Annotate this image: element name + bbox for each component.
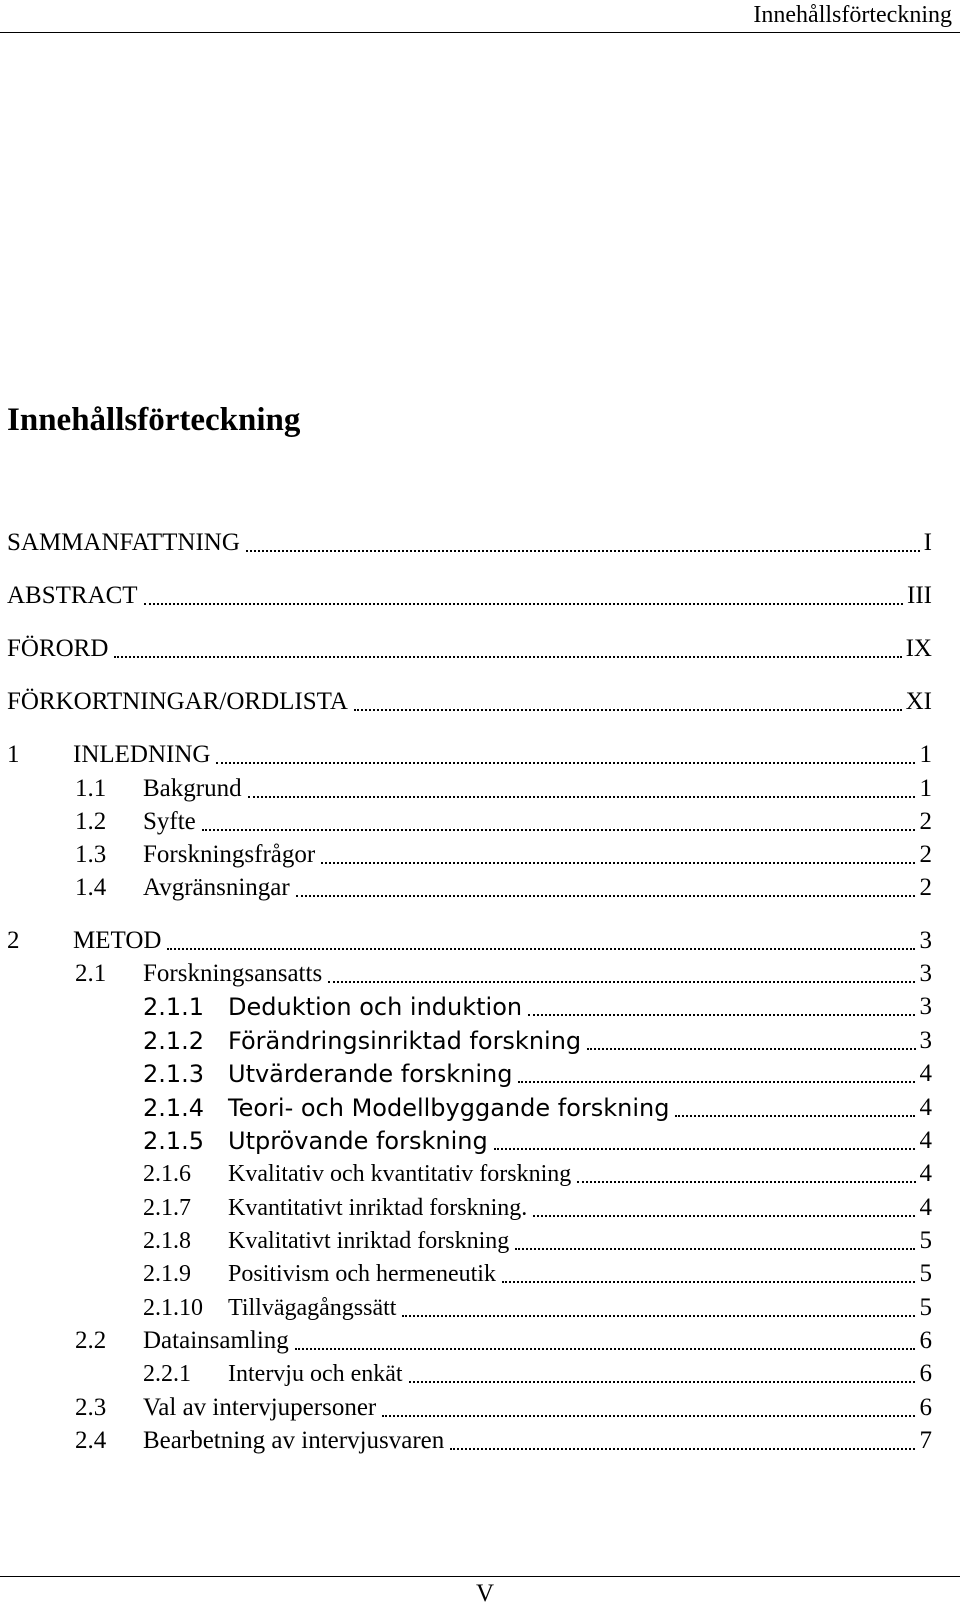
toc-entry-label: Syfte	[143, 808, 196, 835]
toc-entry-number: 2.1.10	[143, 1295, 203, 1321]
toc-entry-page: 4	[919, 1194, 932, 1221]
toc-entry-page: 1	[919, 775, 932, 802]
toc-leader-dots	[577, 1181, 915, 1183]
toc-entry[interactable]	[0, 634, 960, 664]
toc-entry[interactable]	[0, 1359, 960, 1389]
toc-entry-number: 1.4	[75, 874, 107, 901]
toc-leader-dots	[518, 1081, 915, 1083]
toc-entry-page: 2	[919, 841, 932, 868]
toc-entry-number: 2.2	[75, 1327, 107, 1354]
toc-entry-label: Avgränsningar	[143, 874, 290, 901]
running-header-title: Innehållsförteckning	[753, 2, 952, 28]
toc-entry-page: III	[907, 582, 932, 609]
toc-entry-number: 2.4	[75, 1427, 107, 1454]
toc-leader-dots	[675, 1115, 915, 1117]
toc-entry-label: Teori- och Modellbyggande forskning	[228, 1094, 670, 1122]
toc-entry-page: 6	[919, 1360, 932, 1387]
toc-leader-dots	[144, 603, 903, 605]
toc-entry-number: 1	[7, 741, 20, 768]
toc-leader-dots	[528, 1014, 915, 1016]
toc-leader-dots	[587, 1048, 915, 1050]
toc-entry-page: 6	[919, 1394, 932, 1421]
toc-entry[interactable]	[0, 1059, 960, 1089]
toc-entry-label: Forskningsansatts	[143, 960, 323, 987]
toc-entry-number: 2.1.5	[143, 1127, 205, 1155]
toc-leader-dots	[354, 709, 902, 711]
toc-entry-label: Positivism och hermeneutik	[228, 1261, 496, 1287]
toc-entry-page: 2	[919, 874, 932, 901]
toc-entry-page: 5	[919, 1260, 932, 1287]
toc-entry[interactable]	[0, 807, 960, 837]
toc-leader-dots	[246, 550, 920, 552]
page-title: Innehållsförteckning	[7, 402, 301, 438]
footer-rule	[0, 1576, 960, 1577]
toc-leader-dots	[402, 1315, 915, 1317]
toc-entry-label: SAMMANFATTNING	[7, 529, 240, 556]
toc-leader-dots	[382, 1415, 915, 1417]
toc-entry-page: 3	[919, 993, 932, 1020]
toc-entry-number: 2.3	[75, 1394, 107, 1421]
toc-entry-number: 2.1.4	[143, 1094, 205, 1122]
toc-leader-dots	[248, 796, 916, 798]
toc-leader-dots	[409, 1381, 916, 1383]
toc-entry-page: 3	[919, 1027, 932, 1054]
toc-entry[interactable]	[0, 992, 960, 1022]
toc-entry[interactable]	[0, 740, 960, 770]
toc-entry-page: 5	[919, 1294, 932, 1321]
toc-entry-number: 1.3	[75, 841, 107, 868]
toc-entry[interactable]	[0, 840, 960, 870]
toc-entry-page: IX	[905, 635, 932, 662]
toc-entry[interactable]	[0, 1259, 960, 1289]
toc-leader-dots	[202, 829, 916, 831]
toc-entry[interactable]	[0, 1193, 960, 1223]
toc-entry-page: XI	[905, 688, 932, 715]
toc-leader-dots	[328, 981, 915, 983]
page-number: V	[475, 1580, 495, 1606]
toc-entry-label: INLEDNING	[73, 741, 211, 768]
toc-entry-label: Val av intervjupersoner	[143, 1394, 377, 1421]
toc-entry[interactable]	[0, 581, 960, 611]
toc-entry[interactable]	[0, 1293, 960, 1323]
toc-leader-dots	[533, 1215, 915, 1217]
toc-entry-number: 2.2.1	[143, 1361, 191, 1387]
toc-entry-label: Deduktion och induktion	[228, 993, 523, 1021]
toc-entry[interactable]	[0, 926, 960, 956]
toc-entry-label: Datainsamling	[143, 1327, 289, 1354]
toc-entry[interactable]	[0, 1426, 960, 1456]
toc-entry-page: 3	[919, 927, 932, 954]
toc-entry-page: I	[923, 529, 932, 556]
toc-leader-dots	[515, 1248, 915, 1250]
toc-entry[interactable]	[0, 959, 960, 989]
toc-leader-dots	[321, 862, 915, 864]
toc-leader-dots	[296, 895, 916, 897]
toc-entry-page: 6	[919, 1327, 932, 1354]
toc-entry-label: Forskningsfrågor	[143, 841, 316, 868]
toc-entry-label: FÖRORD	[7, 635, 109, 662]
toc-entry-number: 1.2	[75, 808, 107, 835]
toc-leader-dots	[167, 948, 915, 950]
toc-entry-label: Intervju och enkät	[228, 1361, 403, 1387]
toc-entry-page: 1	[919, 741, 932, 768]
toc-entry[interactable]	[0, 1126, 960, 1156]
toc-leader-dots	[494, 1148, 916, 1150]
toc-entry-number: 2	[7, 927, 20, 954]
toc-entry-label: FÖRKORTNINGAR/ORDLISTA	[7, 688, 348, 715]
toc-entry-label: Utvärderande forskning	[228, 1060, 513, 1088]
toc-entry[interactable]	[0, 774, 960, 804]
toc-entry-label: Förändringsinriktad forskning	[228, 1027, 582, 1055]
toc-entry[interactable]	[0, 1226, 960, 1256]
toc-entry-page: 4	[919, 1160, 932, 1187]
toc-entry-label: Kvalitativt inriktad forskning	[228, 1228, 510, 1254]
toc-entry[interactable]	[0, 1326, 960, 1356]
toc-entry-page: 4	[919, 1060, 932, 1087]
toc-entry[interactable]	[0, 687, 960, 717]
toc-entry-number: 2.1.2	[143, 1027, 205, 1055]
toc-entry[interactable]	[0, 1159, 960, 1189]
toc-entry[interactable]	[0, 1093, 960, 1123]
toc-leader-dots	[114, 656, 901, 658]
toc-entry-page: 2	[919, 808, 932, 835]
toc-entry-number: 2.1.9	[143, 1261, 191, 1287]
toc-entry-label: Kvantitativt inriktad forskning.	[228, 1195, 528, 1221]
toc-entry-label: Bearbetning av intervjusvaren	[143, 1427, 445, 1454]
toc-leader-dots	[216, 762, 915, 764]
toc-entry-page: 4	[919, 1094, 932, 1121]
toc-entry-number: 2.1.8	[143, 1228, 191, 1254]
toc-leader-dots	[295, 1348, 916, 1350]
toc-entry-label: Utprövande forskning	[228, 1127, 488, 1155]
toc-entry-number: 2.1.3	[143, 1060, 205, 1088]
toc-entry-number: 2.1.6	[143, 1161, 191, 1187]
toc-entry-number: 1.1	[75, 775, 107, 802]
toc-entry-number: 2.1.7	[143, 1195, 191, 1221]
toc-entry-number: 2.1	[75, 960, 107, 987]
toc-entry[interactable]	[0, 873, 960, 903]
toc-entry-label: Bakgrund	[143, 775, 242, 802]
toc-entry-label: METOD	[73, 927, 162, 954]
toc-leader-dots	[502, 1281, 916, 1283]
toc-leader-dots	[450, 1448, 915, 1450]
toc-entry-label: Tillvägagångssätt	[228, 1295, 397, 1321]
toc-entry-page: 5	[919, 1227, 932, 1254]
toc-entry-page: 4	[919, 1127, 932, 1154]
toc-entry[interactable]	[0, 528, 960, 558]
toc-entry[interactable]	[0, 1393, 960, 1423]
toc-entry-label: ABSTRACT	[7, 582, 138, 609]
toc-entry-label: Kvalitativ och kvantitativ forskning	[228, 1161, 572, 1187]
toc-entry[interactable]	[0, 1026, 960, 1056]
toc-entry-page: 3	[919, 960, 932, 987]
toc-entry-page: 7	[919, 1427, 932, 1454]
toc-entry-number: 2.1.1	[143, 993, 205, 1021]
